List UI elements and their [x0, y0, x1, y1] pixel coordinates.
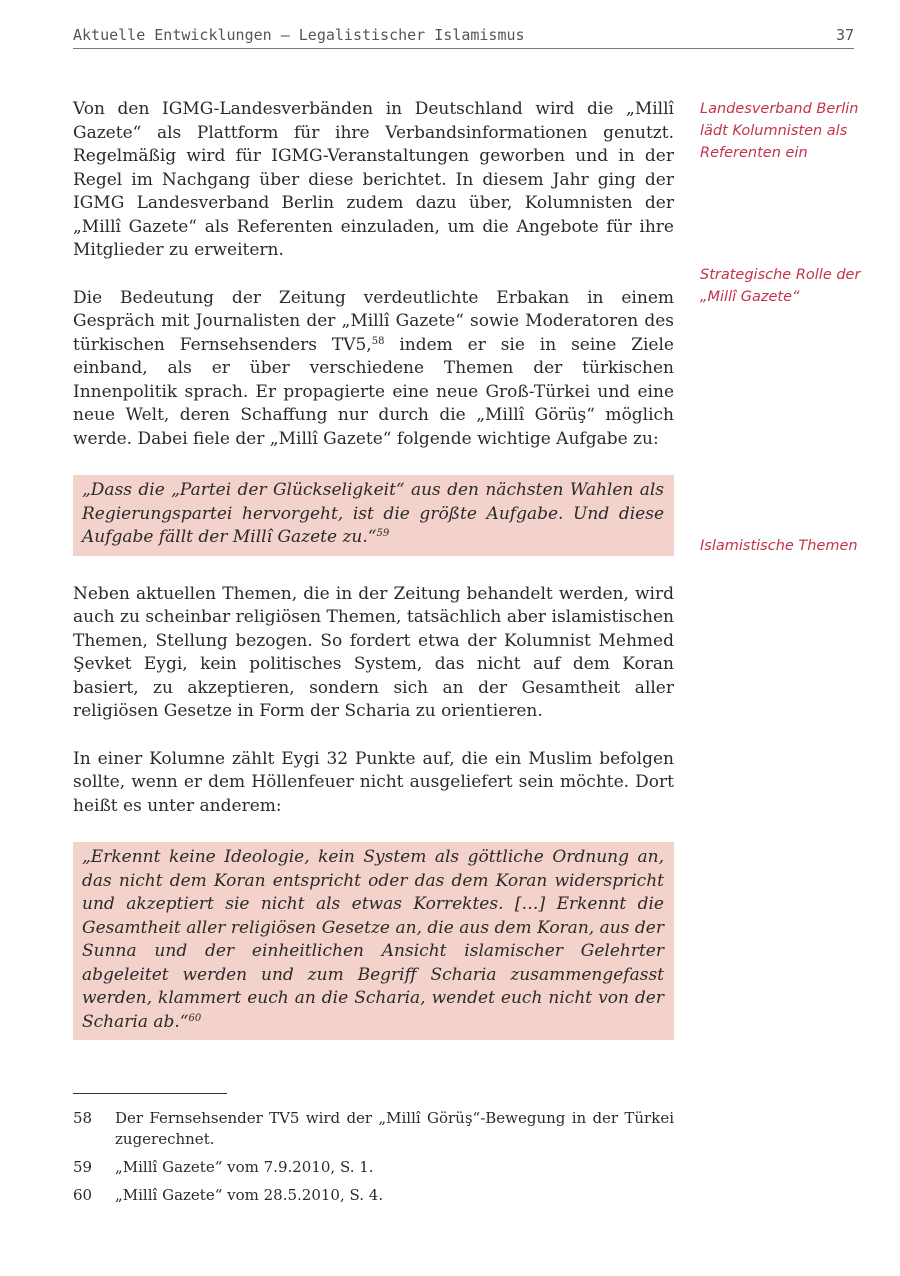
paragraph-2-part-a: Die Bedeutung der Zeitung verdeutlichte Erbakan in einem Gespräch mit Journalisten der „Millî Gazete“ sowie Moderatoren des türkischen Fernsehsenders TV5,: [73, 287, 674, 355]
paragraph-2: [73, 287, 674, 452]
paragraph-1: Von den IGMG-Landesverbänden in Deutschland wird die „Millî Gazete“ als Plattform für ihre Verbandsinformationen genutzt. Regelmäßig wird für IGMG-Veranstaltungen geworben und in der Regel im Nachgang über diese berichtet. In diesem Jahr ging der IGMG Landesverband Berlin zudem dazu über, Kolumnisten der „Millî Gazete“ als Referenten einzuladen, um die Angebote für ihre Mitglieder zu erweitern.: [73, 99, 674, 260]
quote-1-text: „Dass die „Partei der Glückseligkeit“ aus den nächsten Wahlen als Regierungspartei hervorgeht, ist die größte Aufgabe. Und diese Aufgabe fällt der Millî Gazete zu.“: [82, 480, 664, 547]
paragraph-2-part-b: indem er sie in seine Ziele einband, als er über verschiedene Themen der türkischen Innenpolitik sprach. Er propagierte eine neue Groß-Türkei und eine neue Welt, deren Schaffung nur durch die „Millî Görüş“ möglich werde. Dabei fiele der „Millî Gazete“ folgende wichtige Aufgabe zu:: [73, 334, 674, 449]
footnote-text: Der Fernsehsender TV5 wird der „Millî Görüş“-Bewegung in der Türkei zugerechnet.: [115, 1109, 674, 1148]
page-header: [73, 22, 854, 49]
paragraph-3: Neben aktuellen Themen, die in der Zeitung behandelt werden, wird auch zu scheinbar religiösen Themen, tatsächlich aber islamistischen Themen, Stellung bezogen. So fordert etwa der Kolumnist Mehmed Şevket Eygi, kein politisches System, das nicht auf dem Koran basiert, zu akzeptieren, sondern sich an der Gesamtheit aller religiösen Gesetze in Form der Scharia zu orientieren.: [73, 583, 674, 721]
paragraph-4: In einer Kolumne zählt Eygi 32 Punkte auf, die ein Muslim befolgen sollte, wenn er dem Höllenfeuer nicht ausgeliefert sein möchte. Dort heißt es unter anderem:: [73, 748, 674, 816]
quote-block-1: [73, 475, 674, 556]
footnote-divider: [73, 1093, 227, 1094]
main-text: [73, 98, 674, 1067]
footnote-number: 60: [73, 1186, 93, 1204]
margin-note-1: Landesverband Berlin lädt Kolumnisten als Referenten ein: [700, 101, 859, 161]
footnote-60: [73, 1185, 674, 1206]
quote-2-text: „Erkennt keine Ideologie, kein System als göttliche Ordnung an, das nicht dem Koran entspricht oder das dem Koran widerspricht und akzeptiert sie nicht als etwas Korrektes. […] Erkennt die Gesamtheit aller religiösen Gesetze an, die aus dem Koran, aus der Sunna und der einheitlichen Ansicht islamischer Gelehrter abgeleitet werden und zum Begriff Scharia zusammengefasst werden, klammert euch an die Scharia, wendet euch nicht von der Scharia ab.“: [82, 847, 664, 1032]
footnote-58: [73, 1108, 674, 1150]
quote-block-2: [73, 842, 674, 1040]
page-number: 37: [835, 26, 854, 44]
footnote-ref-60[interactable]: 60: [188, 1012, 202, 1024]
margin-note-3: Islamistische Themen: [700, 538, 858, 554]
margin-note-2: Strategische Rolle der „Millî Gazete“: [700, 267, 861, 305]
footnote-text: „Millî Gazete“ vom 28.5.2010, S. 4.: [115, 1186, 384, 1204]
footnote-ref-58[interactable]: 58: [371, 335, 385, 347]
footnote-text: „Millî Gazete“ vom 7.9.2010, S. 1.: [115, 1158, 374, 1176]
footnote-59: [73, 1157, 674, 1178]
footnote-number: 58: [73, 1109, 93, 1127]
running-title: Aktuelle Entwicklungen – Legalistischer Islamismus: [73, 26, 525, 44]
footnotes: [73, 1108, 674, 1213]
footnote-number: 59: [73, 1158, 93, 1176]
footnote-ref-59[interactable]: 59: [376, 528, 390, 539]
